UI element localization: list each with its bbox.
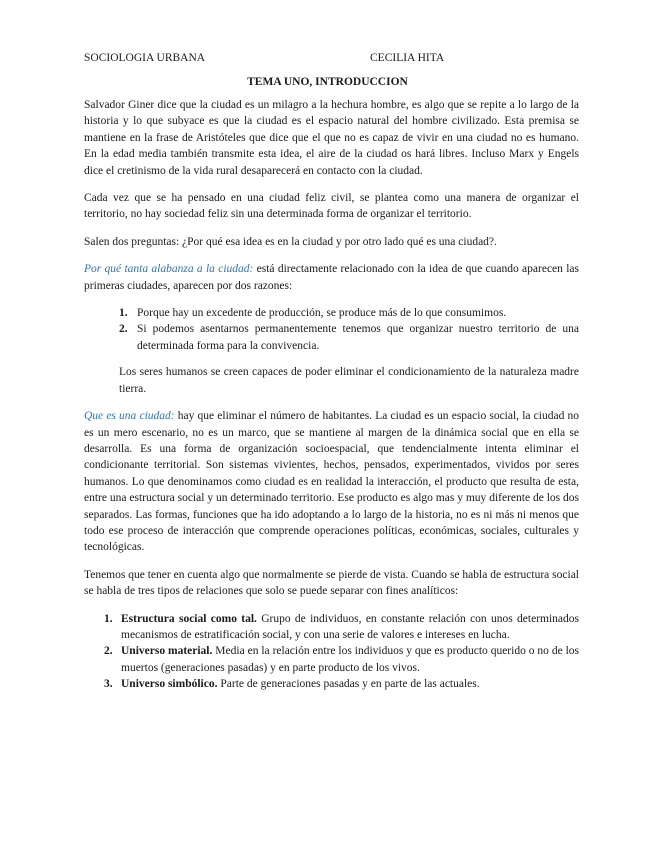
paragraph-7: Tenemos que tener en cuenta algo que normalmente se pierde de vista. Cuando se habla de estructura social se habla de tres tipos de relaciones que solo se puede separar con fines analíticos:: [84, 568, 579, 598]
list-item: [104, 643, 580, 676]
list-item-text: Media en la relación entre los individuos y que es producto querido o no de los muertos (generaciones pasadas) y en parte producto de los vivos.: [121, 645, 580, 674]
list-number: 1.: [119, 307, 128, 320]
header-course: SOCIOLOGIA URBANA: [84, 52, 206, 64]
list-number: 1.: [104, 612, 113, 625]
list-item: [119, 305, 579, 321]
list-item-text: Parte de generaciones pasadas y en parte de las actuales.: [217, 678, 480, 691]
paragraph-6: [84, 408, 579, 556]
list-item-text: Si podemos asentarnos permanentemente tenemos que organizar nuestro territorio de una determinada forma para la convivencia.: [137, 323, 579, 352]
list-item-term: Universo material.: [121, 645, 213, 658]
list-number: 2.: [119, 323, 128, 336]
header-author: CECILIA HITA: [370, 52, 445, 64]
document-body: [84, 97, 579, 703]
paragraph-1: Salvador Giner dice que la ciudad es un milagro a la hechura hombre, es algo que se repite a lo largo de la historia y lo que subyace es que la ciudad es el espacio natural del hombre civilizado. Esta premisa se mantiene en la frase de Aristóteles que dice que el que no es capaz de vivir en una ciudad no es humano. En la edad media también transmite esta idea, el aire de la ciudad os hará libres. Incluso Marx y Engels dice el cretinismo de la vida rural desaparecerá en contacto con la ciudad.: [84, 99, 579, 177]
relations-list: [84, 611, 579, 693]
paragraph-4-text: está directamente relacionado con la idea de que cuando aparecen las primeras ciudades, aparecen por dos razones:: [84, 263, 579, 292]
list-item: [104, 611, 579, 644]
paragraph-3: Salen dos preguntas: ¿Por qué esa idea es en la ciudad y por otro lado qué es una ciudad?.: [84, 235, 497, 248]
paragraph-4: [84, 261, 579, 294]
list-item: [104, 676, 579, 692]
list-item-text: Grupo de individuos, en constante relación con unos determinados mecanismos de estratificación social, y con una serie de valores e intereses en lucha.: [121, 612, 579, 641]
list-item-term: Estructura social como tal.: [121, 612, 257, 625]
list-item: [119, 321, 579, 354]
list-number: 2.: [104, 645, 113, 658]
section-heading-link: Por qué tanta alabanza a la ciudad:: [84, 263, 254, 276]
section-heading-link: Que es una ciudad:: [84, 410, 175, 423]
list-item-text: Porque hay un excedente de producción, se produce más de lo que consumimos.: [137, 307, 507, 320]
paragraph-2: Cada vez que se ha pensado en una ciudad feliz civil, se plantea como una manera de organizar el territorio, no hay sociedad feliz sin una determinada forma de organizar el territorio.: [84, 192, 579, 221]
paragraph-5: Los seres humanos se creen capaces de poder eliminar el condicionamiento de la naturaleza madre tierra.: [119, 366, 579, 395]
reasons-list: [84, 305, 579, 354]
list-item-term: Universo simbólico.: [121, 678, 218, 691]
paragraph-6-text: hay que eliminar el número de habitantes. La ciudad es un espacio social, la ciudad no es un mero escenario, no es un marco, que se mantiene al margen de la dinámica social que en ella se desarrolla. Es una forma de organización socioespacial, que tendencialmente intenta eliminar el condicionante territorial. Son sistemas vivientes, hechos, pensados, experimentados, vividos por seres humanos. Lo que denominamos como ciudad es en realidad la interacción, el producto que resulta de esta, entre una estructura social y un determinado territorio. Ese producto es algo mas y muy diferente de los dos separados. Las formas, funciones que ha ido adoptando a lo largo de la historia, no es ni más ni menos que todo ese proceso de interacción que comprende operaciones políticas, económicas, sociales, culturales y tecnológicas.: [84, 410, 579, 554]
list-number: 3.: [104, 678, 113, 691]
document-title: TEMA UNO, INTRODUCCION: [247, 76, 408, 88]
